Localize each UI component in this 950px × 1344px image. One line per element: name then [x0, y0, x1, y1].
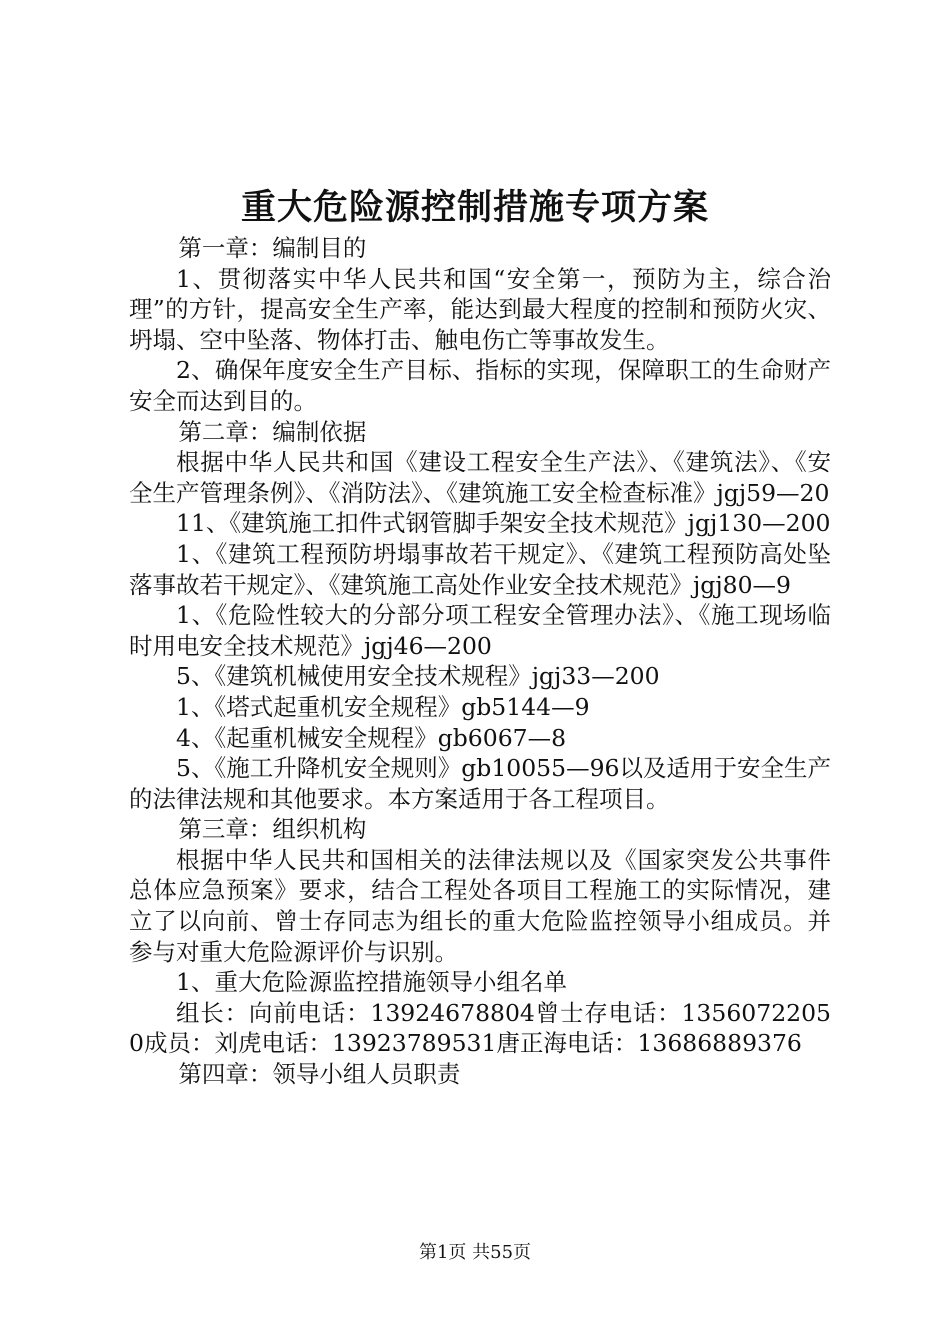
chapter-heading: 第二章：编制依据 — [178, 417, 367, 446]
paragraph: 根据中华人民共和国《建设工程安全生产法》、《建筑法》、《安全生产管理条例》、《消防法》、《建筑施工安全检查标准》jgj59—20 — [129, 448, 831, 507]
chapter-heading: 第三章：组织机构 — [178, 815, 367, 844]
paragraph: 2、确保年度安全生产目标、指标的实现，保障职工的生命财产安全而达到目的。 — [129, 356, 831, 415]
paragraph: 5、《建筑机械使用安全技术规程》jgj33—200 — [176, 662, 660, 691]
paragraph: 5、《施工升降机安全规则》gb10055—96以及适用于安全生产的法律法规和其他要求。本方案适用于各工程项目。 — [129, 754, 831, 813]
paragraph: 1、《建筑工程预防坍塌事故若干规定》、《建筑工程预防高处坠落事故若干规定》、《建筑施工高处作业安全技术规范》jgj80—9 — [129, 539, 831, 599]
paragraph: 1、贯彻落实中华人民共和国“安全第一，预防为主，综合治理”的方针，提高安全生产率，能达到最大程度的控制和预防火灾、坍塌、空中坠落、物体打击、触电伤亡等事故发生。 — [129, 264, 831, 354]
page-footer: 第1页 共55页 — [418, 1242, 532, 1263]
document-body — [129, 233, 831, 1090]
chapter-heading: 第一章：编制目的 — [178, 234, 367, 262]
document-title: 重大危险源控制措施专项方案 — [240, 187, 709, 228]
paragraph: 组长：向前电话：13924678804曾士存电话：13560722050成员：刘虎电话：13923789531唐正海电话：13686889376 — [129, 998, 831, 1058]
paragraph: 根据中华人民共和国相关的法律法规以及《国家突发公共事件总体应急预案》要求，结合工程处各项目工程施工的实际情况，建立了以向前、曾士存同志为组长的重大危险监控领导小组成员。并参与对重大危险源评价与识别。 — [129, 845, 831, 966]
paragraph: 1、《危险性较大的分部分项工程安全管理办法》、《施工现场临时用电安全技术规范》jgj46—200 — [129, 601, 831, 660]
chapter-heading: 第四章：领导小组人员职责 — [178, 1060, 461, 1089]
paragraph: 11、《建筑施工扣件式钢管脚手架安全技术规范》jgj130—200 — [176, 509, 831, 538]
paragraph: 4、《起重机械安全规程》gb6067—8 — [176, 723, 567, 752]
paragraph: 1、《塔式起重机安全规程》gb5144—9 — [176, 692, 590, 721]
paragraph: 1、重大危险源监控措施领导小组名单 — [176, 968, 567, 997]
